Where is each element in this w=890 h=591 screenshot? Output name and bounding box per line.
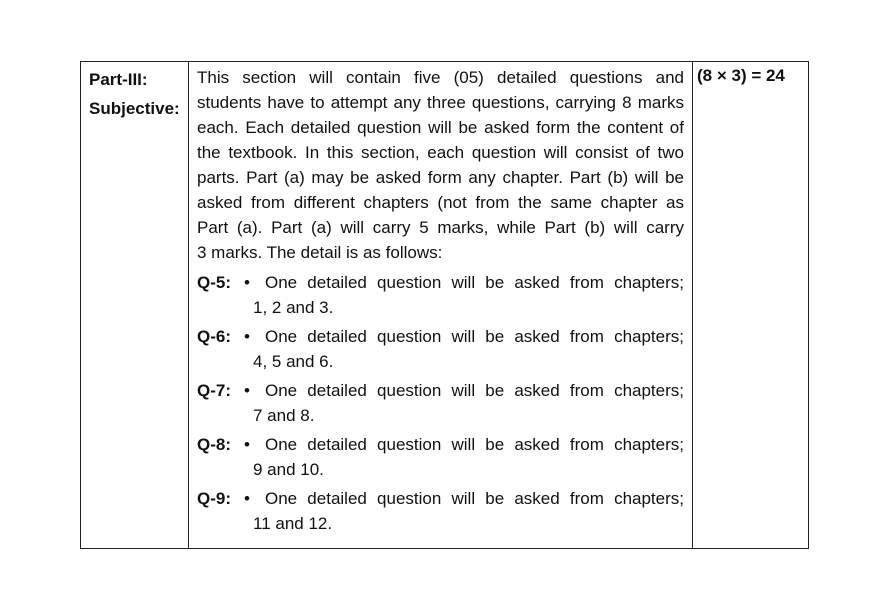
question-text: One detailed question will be asked from chapters; [265,435,684,454]
part-label-cell [81,62,189,549]
table-row [81,62,809,549]
bullet-icon: • [244,273,250,292]
question-chapters: 9 and 10. [253,460,324,479]
part-label-line2: Subjective: [89,99,180,118]
part-label-line1: Part-III: [89,70,148,89]
bullet-icon: • [244,327,250,346]
intro-line: 3 marks. The detail is as follows: [197,243,443,262]
question-text: One detailed question will be asked from chapters; [265,273,684,292]
intro-line: students have to attempt any three questions, carrying 8 marks [197,93,684,112]
question-chapters: 11 and 12. [253,514,333,533]
question-item-q8 [197,432,684,486]
intro-line: the textbook. In this section, each question will consist of two [197,143,684,162]
intro-paragraph [197,65,684,265]
question-label: Q-5: [197,273,231,292]
question-item-q5 [197,270,684,324]
question-list [197,270,684,540]
question-chapters: 7 and 8. [253,406,315,425]
question-item-q6 [197,324,684,378]
question-chapters: 4, 5 and 6. [253,352,334,371]
question-item-q9 [197,486,684,540]
question-text: One detailed question will be asked from chapters; [265,381,684,400]
question-text: One detailed question will be asked from chapters; [265,489,684,508]
intro-line: This section will contain five (05) detailed questions and [197,68,684,87]
question-label: Q-8: [197,435,231,454]
intro-line: parts. Part (a) may be asked form any chapter. Part (b) will be [197,168,684,187]
assessment-scheme-table [80,61,809,549]
bullet-icon: • [244,381,250,400]
description-cell [189,62,693,549]
question-item-q7 [197,378,684,432]
intro-line: each. Each detailed question will be asked form the content of [197,118,684,137]
question-text: One detailed question will be asked from chapters; [265,327,684,346]
question-label: Q-9: [197,489,231,508]
intro-line: asked from different chapters (not from the same chapter as [197,193,684,212]
marks-cell [693,62,809,549]
part-label [81,62,188,123]
question-label: Q-7: [197,381,231,400]
question-label: Q-6: [197,327,231,346]
question-chapters: 1, 2 and 3. [253,298,334,317]
bullet-icon: • [244,435,250,454]
bullet-icon: • [244,489,250,508]
intro-line: Part (a). Part (a) will carry 5 marks, while Part (b) will carry [197,218,684,237]
marks-value: (8 × 3) = 24 [697,66,785,85]
